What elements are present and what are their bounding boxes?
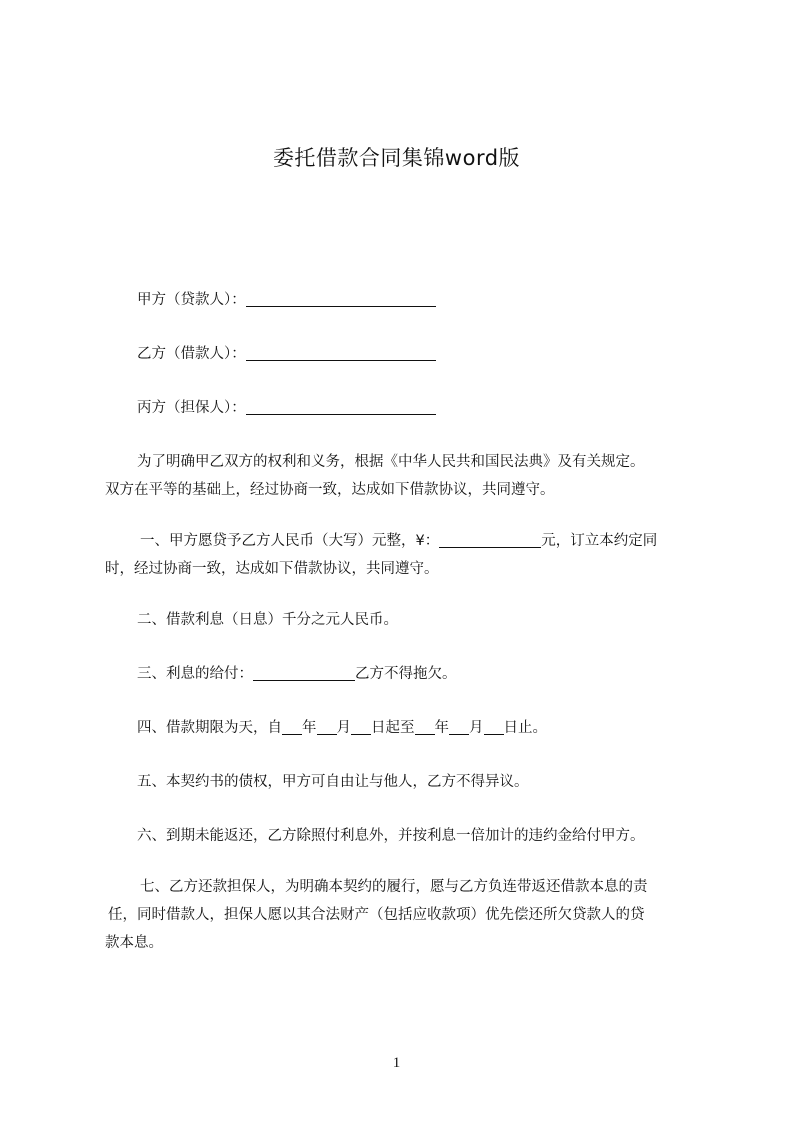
party-b-line xyxy=(137,340,735,368)
clause-7-line-1: 七、乙方还款担保人，为明确本契约的履行，愿与乙方负连带返还借款本息的责 xyxy=(140,879,648,895)
clause-7-line-3: 款本息。 xyxy=(105,935,163,951)
clause-1-text: 一、甲方愿贷予乙方人民币（大写）元整，¥： xyxy=(140,533,440,549)
page-number: 1 xyxy=(392,1055,401,1071)
clause-1-amount-blank xyxy=(439,531,541,548)
start-month-blank xyxy=(317,718,337,735)
start-month-unit: 月 xyxy=(336,720,351,736)
party-a-label: 甲方（贷款人）： xyxy=(137,292,246,308)
party-c-blank xyxy=(246,398,436,415)
clause-3-prefix: 三、利息的给付： xyxy=(137,666,253,682)
party-b-blank xyxy=(246,344,436,361)
clause-4-text: 四、借款期限为天，自 xyxy=(137,720,282,736)
intro-line-1: 为了明确甲乙双方的权利和义务，根据《中华人民共和国民法典》及有关规定。 xyxy=(137,454,645,470)
clause-1-text-cont: 元，订立本约定同 xyxy=(541,533,658,549)
party-c-line xyxy=(137,394,735,422)
party-a-blank xyxy=(246,290,436,307)
end-year-unit: 年 xyxy=(434,720,449,736)
clause-6: 六、到期未能返还，乙方除照付利息外，并按利息一倍加计的违约金给付甲方。 xyxy=(137,828,645,844)
start-day-blank xyxy=(351,718,371,735)
clause-7-line-2: 任，同时借款人，担保人愿以其合法财产（包括应收款项）优先偿还所欠贷款人的贷 xyxy=(108,907,645,923)
clause-1-line-2: 时，经过协商一致，达成如下借款协议，共同遵守。 xyxy=(105,561,439,577)
end-day-blank xyxy=(484,718,504,735)
start-year-blank xyxy=(282,718,302,735)
clause-3 xyxy=(137,660,735,688)
intro-line-2: 双方在平等的基础上，经过协商一致，达成如下借款协议，共同遵守。 xyxy=(105,482,555,498)
party-a-line xyxy=(137,286,735,314)
clause-3-blank xyxy=(253,664,355,681)
end-year-blank xyxy=(415,718,435,735)
end-month-blank xyxy=(449,718,469,735)
end-day-unit: 日止。 xyxy=(503,720,547,736)
document-title: 委托借款合同集锦word版 xyxy=(272,146,521,170)
clause-5: 五、本契约书的债权，甲方可自由让与他人，乙方不得异议。 xyxy=(137,774,529,790)
start-year-unit: 年 xyxy=(302,720,317,736)
clause-4 xyxy=(137,714,735,742)
clause-3-suffix: 乙方不得拖欠。 xyxy=(355,666,457,682)
clause-2: 二、借款利息（日息）千分之元人民币。 xyxy=(137,612,398,628)
start-day-unit: 日起至 xyxy=(371,720,415,736)
party-c-label: 丙方（担保人）： xyxy=(137,400,246,416)
end-month-unit: 月 xyxy=(469,720,484,736)
party-b-label: 乙方（借款人）： xyxy=(137,346,246,362)
clause-1-line-1 xyxy=(140,527,738,555)
